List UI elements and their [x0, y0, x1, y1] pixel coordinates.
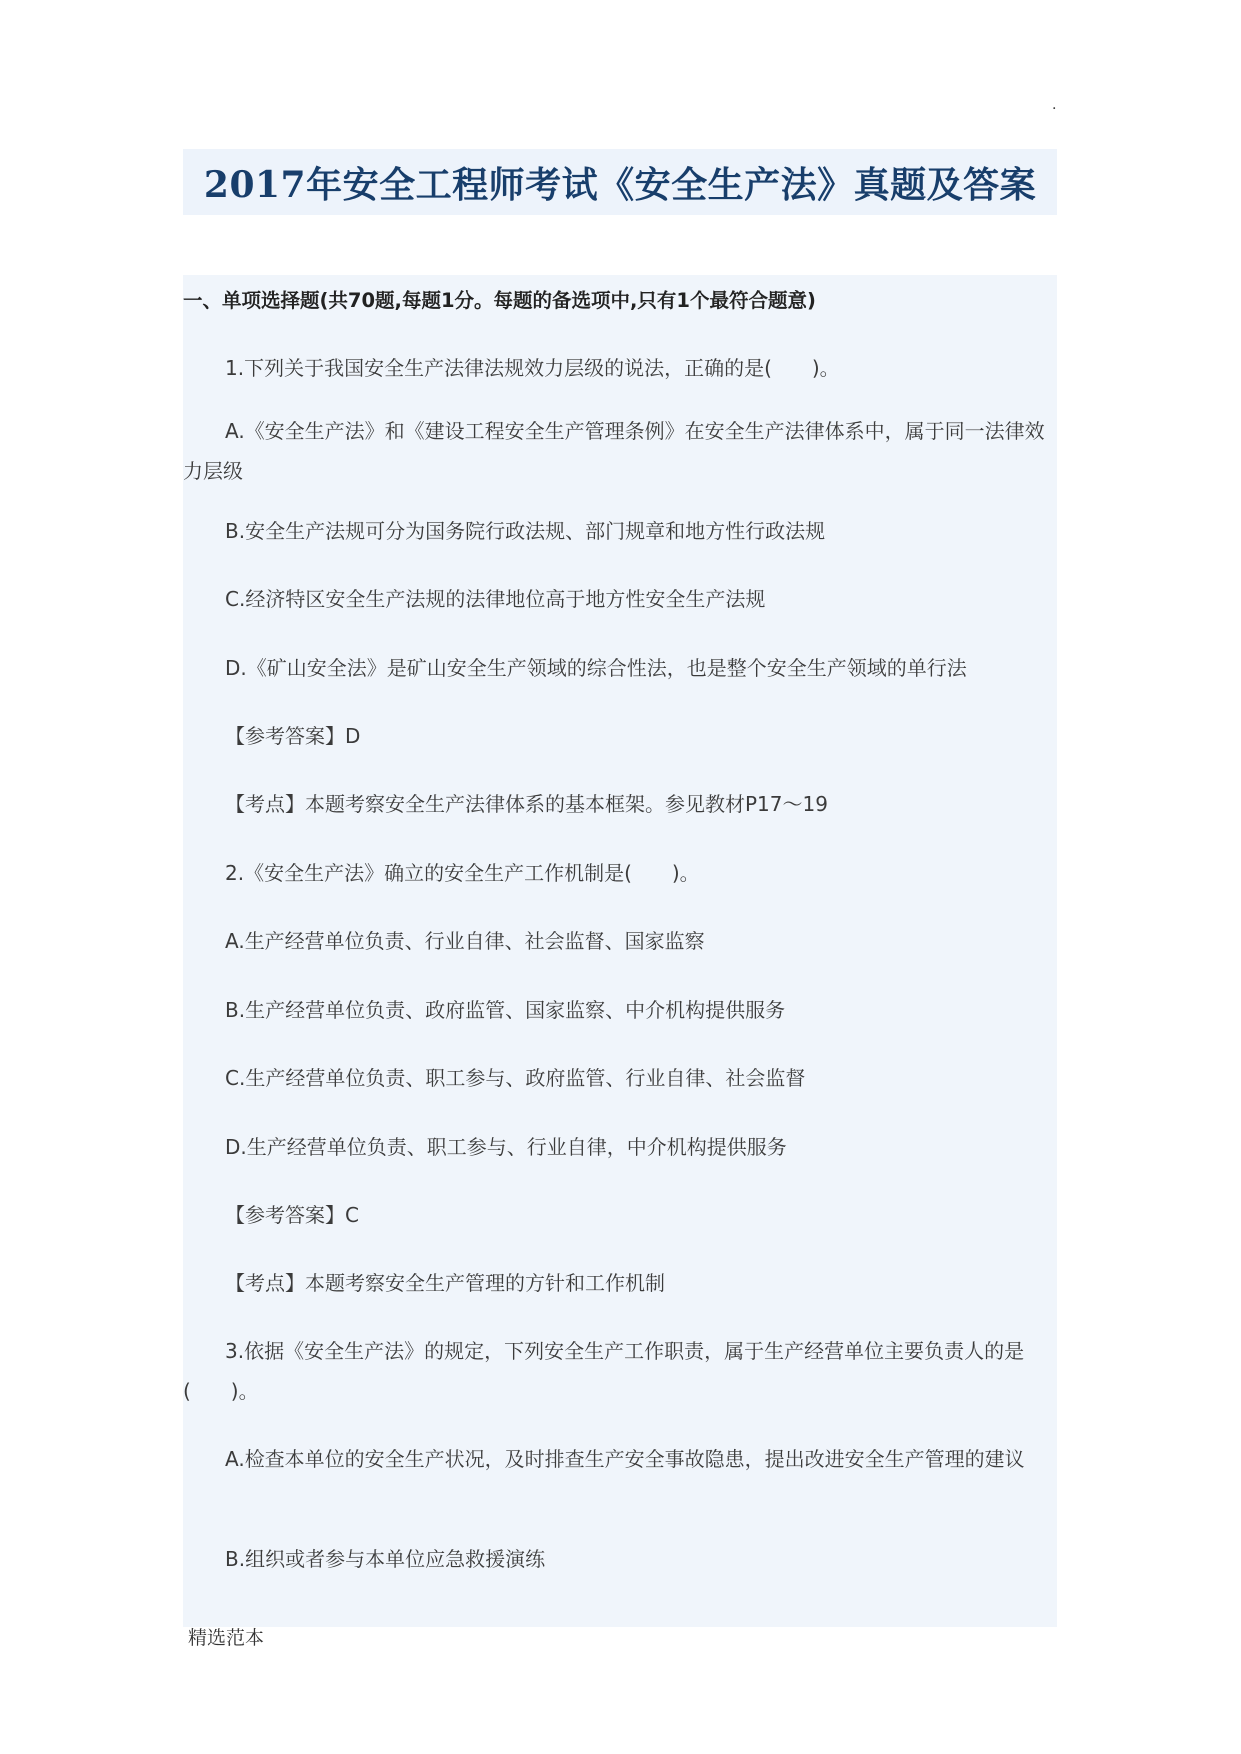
question-2-answer: 【参考答案】C [225, 1203, 359, 1227]
question-3-stem: 3.依据《安全生产法》的规定，下列安全生产工作职责，属于生产经营单位主要负责人的是( )。 [183, 1339, 1025, 1403]
question-1-answer: 【参考答案】D [225, 724, 361, 748]
question-3-option-b: B.组织或者参与本单位应急救援演练 [225, 1547, 546, 1571]
content-panel [183, 275, 1057, 1627]
question-2-point: 【考点】本题考察安全生产管理的方针和工作机制 [225, 1271, 665, 1295]
document-title: 2017年安全工程师考试《安全生产法》真题及答案 [203, 163, 1037, 206]
footer-label: 精选范本 [188, 1627, 265, 1649]
question-1-option-c: C.经济特区安全生产法规的法律地位高于地方性安全生产法规 [225, 587, 766, 611]
corner-mark: . [1052, 97, 1057, 113]
title-banner [183, 149, 1057, 215]
question-2-stem: 2.《安全生产法》确立的安全生产工作机制是( )。 [225, 861, 700, 885]
question-1-option-d: D.《矿山安全法》是矿山安全生产领域的综合性法，也是整个安全生产领域的单行法 [225, 656, 967, 680]
question-3-option-a: A.检查本单位的安全生产状况，及时排查生产安全事故隐患，提出改进安全生产管理的建议 [225, 1447, 1025, 1471]
question-1-option-b: B.安全生产法规可分为国务院行政法规、部门规章和地方性行政法规 [225, 519, 826, 543]
question-2-option-d: D.生产经营单位负责、职工参与、行业自律，中介机构提供服务 [225, 1135, 787, 1159]
question-1-point: 【考点】本题考察安全生产法律体系的基本框架。参见教材P17～19 [225, 792, 828, 816]
question-2-option-c: C.生产经营单位负责、职工参与、政府监管、行业自律、社会监督 [225, 1066, 806, 1090]
section-heading: 一、单项选择题(共70题,每题1分。每题的备选项中,只有1个最符合题意) [183, 289, 816, 312]
question-1-option-a: A.《安全生产法》和《建设工程安全生产管理条例》在安全生产法律体系中，属于同一法律效力层级 [183, 419, 1045, 483]
question-2-option-b: B.生产经营单位负责、政府监管、国家监察、中介机构提供服务 [225, 998, 786, 1022]
question-1-stem: 1.下列关于我国安全生产法律法规效力层级的说法，正确的是( )。 [225, 356, 840, 380]
question-2-option-a: A.生产经营单位负责、行业自律、社会监督、国家监察 [225, 929, 705, 953]
